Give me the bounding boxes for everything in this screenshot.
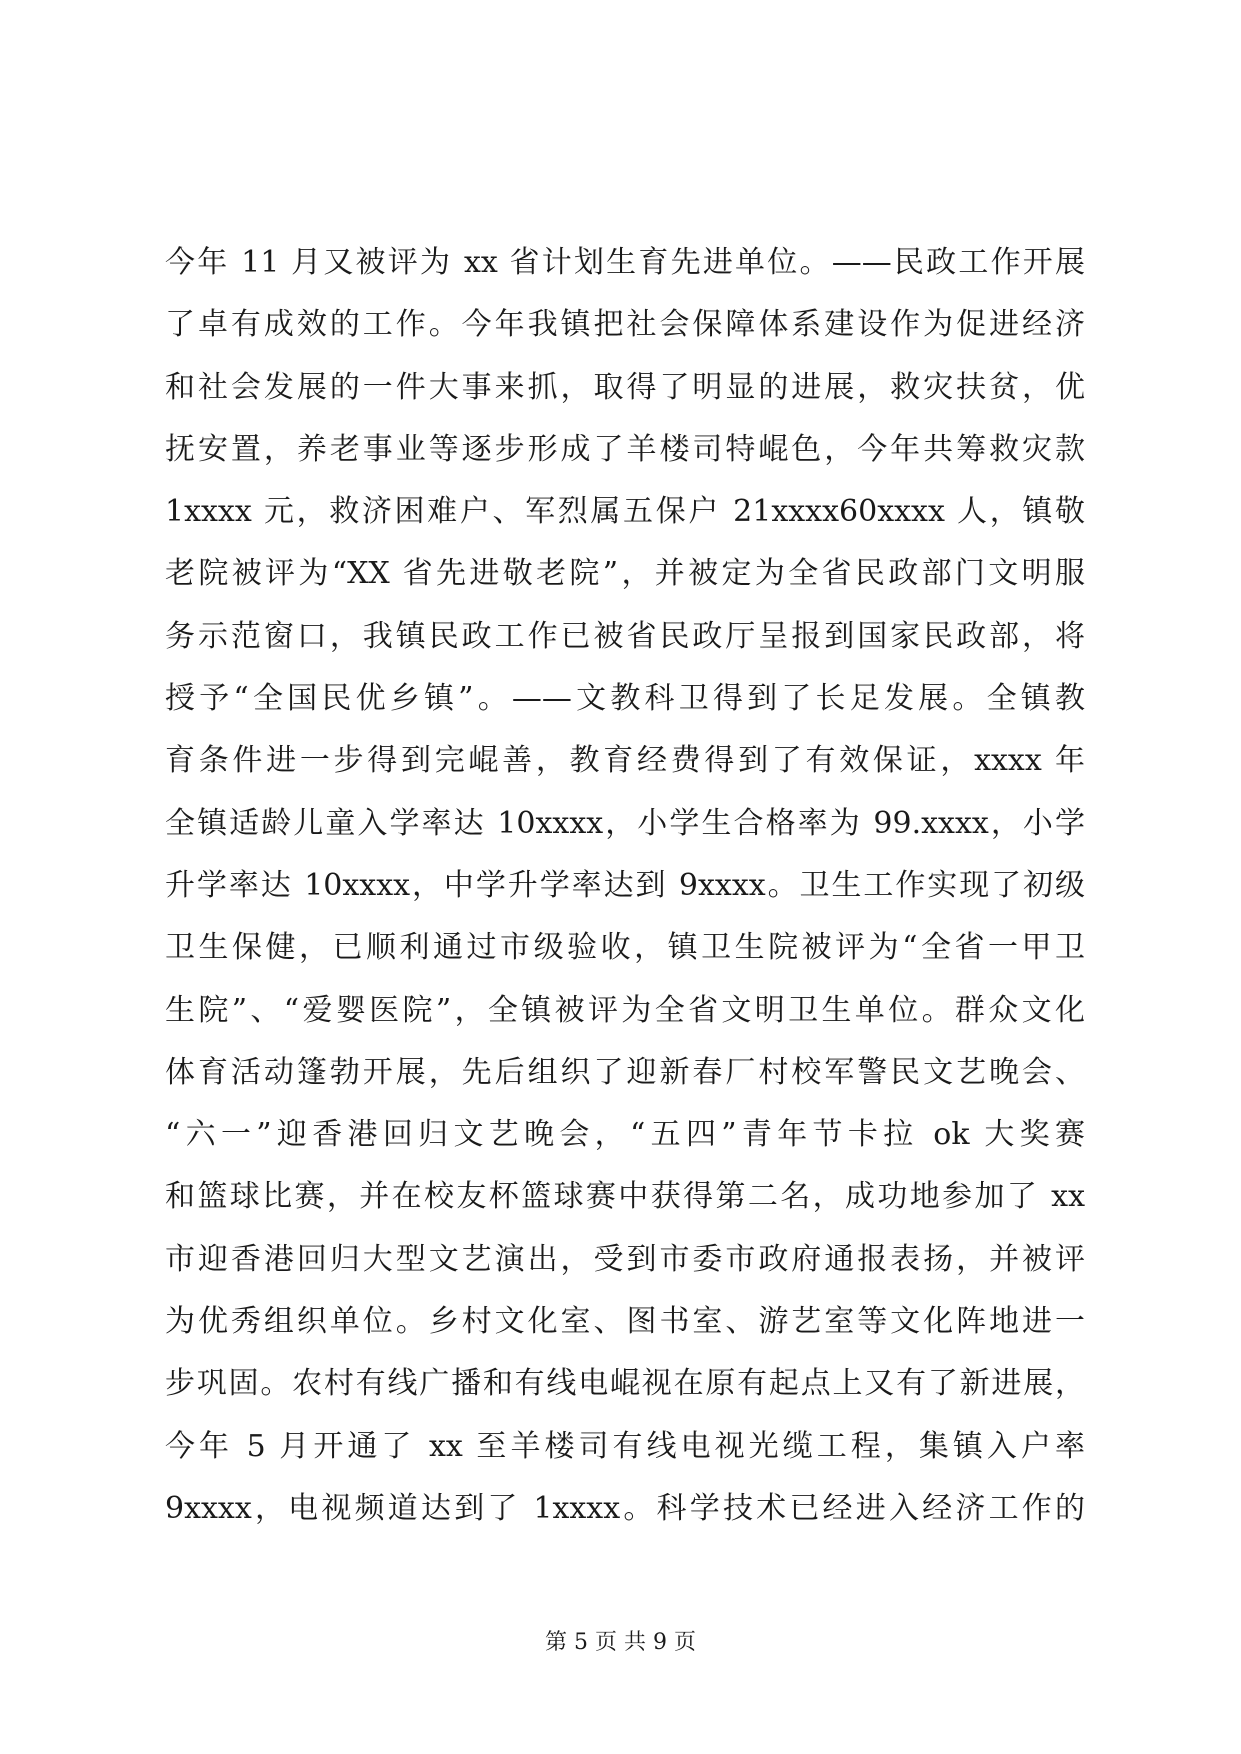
text-line: 全镇适龄儿童入学率达 10xxxx，小学生合格率为 99.xxxx，小学 bbox=[165, 805, 1085, 841]
page-number: 第 5 页 共 9 页 bbox=[545, 1630, 696, 1655]
text-line: 抚安置，养老事业等逐步形成了羊楼司特崐色，今年共筹救灾款 bbox=[165, 431, 1085, 467]
text-line: 了卓有成效的工作。今年我镇把社会保障体系建设作为促进经济 bbox=[165, 307, 1085, 343]
text-line: 老院被评为“XX 省先进敬老院”，并被定为全省民政部门文明服 bbox=[165, 556, 1085, 592]
text-line: 升学率达 10xxxx，中学升学率达到 9xxxx。卫生工作实现了初级 bbox=[165, 867, 1085, 903]
text-line: 1xxxx 元，救济困难户、军烈属五保户 21xxxx60xxxx 人，镇敬 bbox=[165, 494, 1085, 530]
text-line: 和社会发展的一件大事来抓，取得了明显的进展，救灾扶贫，优 bbox=[165, 369, 1085, 405]
text-line: 务示范窗口，我镇民政工作已被省民政厅呈报到国家民政部，将 bbox=[165, 618, 1085, 654]
text-line: 卫生保健，已顺利通过市级验收，镇卫生院被评为“全省一甲卫 bbox=[165, 930, 1085, 966]
text-line: 授予“全国民优乡镇”。——文教科卫得到了长足发展。全镇教 bbox=[165, 681, 1085, 717]
text-line: 为优秀组织单位。乡村文化室、图书室、游艺室等文化阵地进一 bbox=[165, 1304, 1085, 1340]
page-footer bbox=[0, 1628, 1241, 1658]
body-text bbox=[165, 232, 1085, 1540]
text-line: 和篮球比赛，并在校友杯篮球赛中获得第二名，成功地参加了 xx bbox=[165, 1179, 1085, 1215]
text-line: 育条件进一步得到完崐善，教育经费得到了有效保证，xxxx 年 bbox=[165, 743, 1085, 779]
text-line: 步巩固。农村有线广播和有线电崐视在原有起点上又有了新进展， bbox=[165, 1366, 1085, 1402]
text-line: 生院”、“爱婴医院”，全镇被评为全省文明卫生单位。群众文化 bbox=[165, 992, 1085, 1028]
text-line: “六一”迎香港回归文艺晚会，“五四”青年节卡拉 ok 大奖赛 bbox=[165, 1117, 1085, 1153]
text-line: 9xxxx，电视频道达到了 1xxxx。科学技术已经进入经济工作的 bbox=[165, 1490, 1085, 1526]
text-line: 今年 11 月又被评为 xx 省计划生育先进单位。——民政工作开展 bbox=[165, 245, 1085, 280]
text-line: 体育活动篷勃开展，先后组织了迎新春厂村校军警民文艺晚会、 bbox=[165, 1054, 1085, 1090]
text-line: 今年 5 月开通了 xx 至羊楼司有线电视光缆工程，集镇入户率 bbox=[165, 1428, 1085, 1464]
text-line: 市迎香港回归大型文艺演出，受到市委市政府通报表扬，并被评 bbox=[165, 1241, 1085, 1277]
